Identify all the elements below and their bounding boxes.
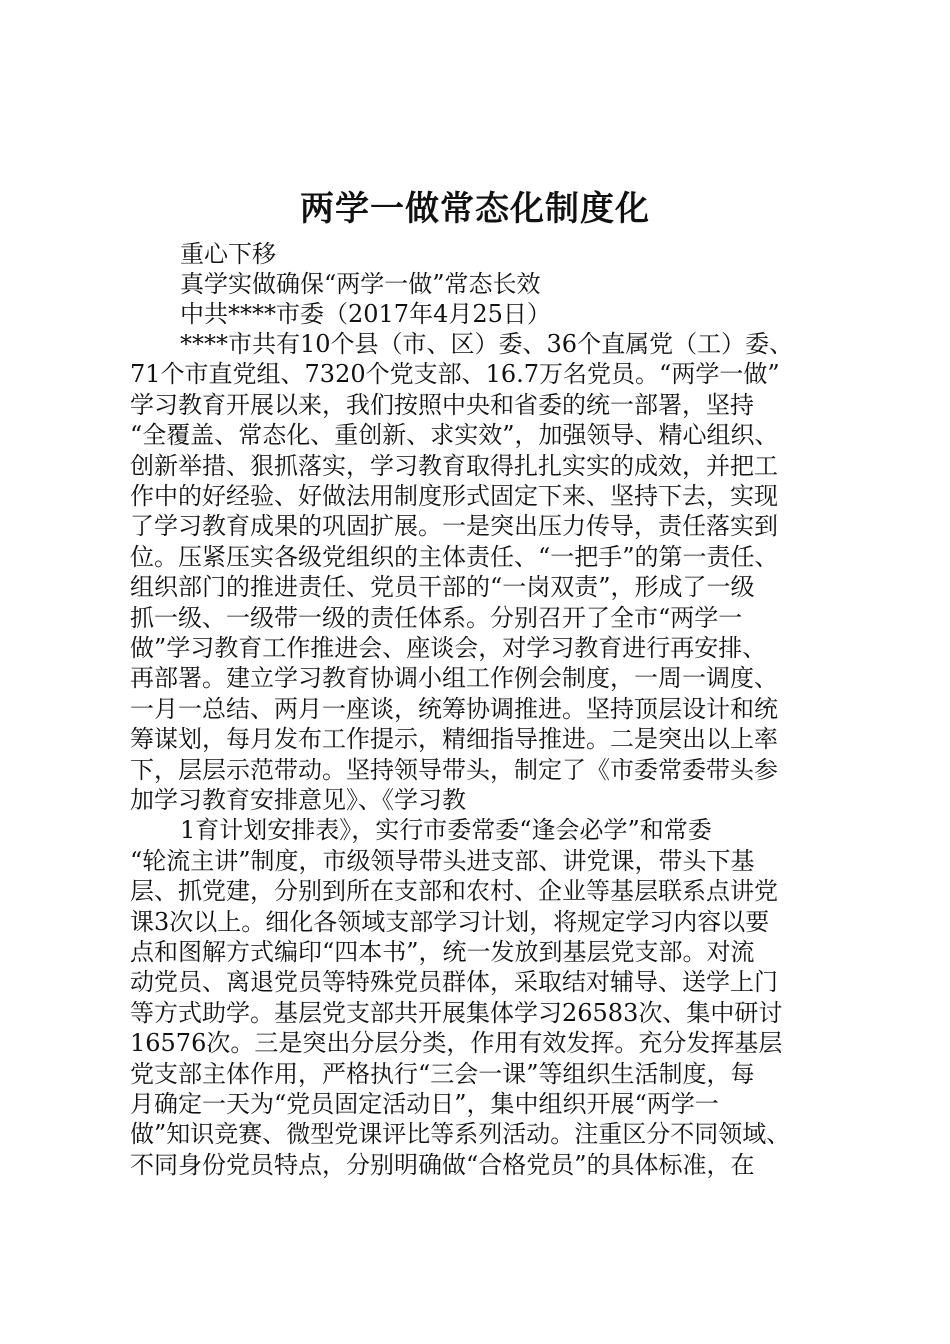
- body-text-line: 做”学习教育工作推进会、座谈会，对学习教育进行再安排、: [130, 634, 767, 662]
- body-text-line: 71个市直党组、7320个党支部、16.7万名党员。“两学一做”: [130, 360, 780, 388]
- body-text-line: 加学习教育安排意见》、《学习教: [130, 786, 466, 814]
- body-text-line: “全覆盖、常态化、重创新、求实效”，加强领导、精心组织、: [130, 421, 779, 449]
- body-text-line: 党支部主体作用，严格执行“三会一课”等组织生活制度，每: [130, 1060, 755, 1088]
- body-text-line: 位。压紧压实各级党组织的主体责任、“一把手”的第一责任、: [130, 543, 779, 571]
- body-text-line: 课3次以上。细化各领域支部学习计划，将规定学习内容以要: [130, 908, 770, 936]
- body-text-line: 1育计划安排表》，实行市委常委“逢会必学”和常委: [180, 816, 712, 844]
- body-text-line: 筹谋划，每月发布工作提示，精细指导推进。二是突出以上率: [130, 725, 778, 753]
- document-title: 两学一做常态化制度化: [300, 189, 650, 229]
- body-text-line: 抓一级、一级带一级的责任体系。分别召开了全市“两学一: [130, 604, 743, 632]
- body-text-line: 了学习教育成果的巩固扩展。一是突出压力传导，责任落实到: [130, 512, 778, 540]
- body-text-line: 一月一总结、两月一座谈，统筹协调推进。坚持顶层设计和统: [130, 695, 778, 723]
- body-text-line: 动党员、离退党员等特殊党员群体，采取结对辅导、送学上门: [130, 968, 778, 996]
- body-text-line: 再部署。建立学习教育协调小组工作例会制度，一周一调度、: [130, 664, 778, 692]
- body-text-line: 等方式助学。基层党支部共开展集体学习26583次、集中研讨: [130, 999, 783, 1027]
- body-text-line: 点和图解方式编印“四本书”，统一发放到基层党支部。对流: [130, 938, 755, 966]
- body-text-line: 学习教育开展以来，我们按照中央和省委的统一部署，坚持: [130, 391, 754, 419]
- body-text-line: 下，层层示范带动。坚持领导带头，制定了《市委常委带头参: [130, 756, 778, 784]
- body-text-line: 创新举措、狠抓落实，学习教育取得扎扎实实的成效，并把工: [130, 452, 778, 480]
- body-text-line: “轮流主讲”制度，市级领导带头进支部、讲党课，带头下基: [130, 847, 755, 875]
- body-text-line: 作中的好经验、好做法用制度形式固定下来、坚持下去，实现: [130, 482, 778, 510]
- author-date-line: 中共****市委（2017年4月25日）: [180, 300, 551, 328]
- body-text-line: 不同身份党员特点，分别明确做“合格党员”的具体标准，在: [130, 1151, 755, 1179]
- body-text-line: 层、抓党建，分别到所在支部和农村、企业等基层联系点讲党: [130, 877, 778, 905]
- body-text-line: 做”知识竞赛、微型党课评比等系列活动。注重区分不同领域、: [130, 1120, 791, 1148]
- body-text-line: 月确定一天为“党员固定活动日”，集中组织开展“两学一: [130, 1090, 719, 1118]
- subtitle-line: 真学实做确保“两学一做”常态长效: [180, 270, 541, 298]
- subtitle-line: 重心下移: [180, 240, 276, 268]
- body-text-line: 16576次。三是突出分层分类，作用有效发挥。充分发挥基层: [130, 1029, 783, 1057]
- body-text-line: ****市共有10个县（市、区）委、36个直属党（工）委、: [180, 330, 794, 358]
- body-text-line: 组织部门的推进责任、党员干部的“一岗双责”，形成了一级: [130, 573, 755, 601]
